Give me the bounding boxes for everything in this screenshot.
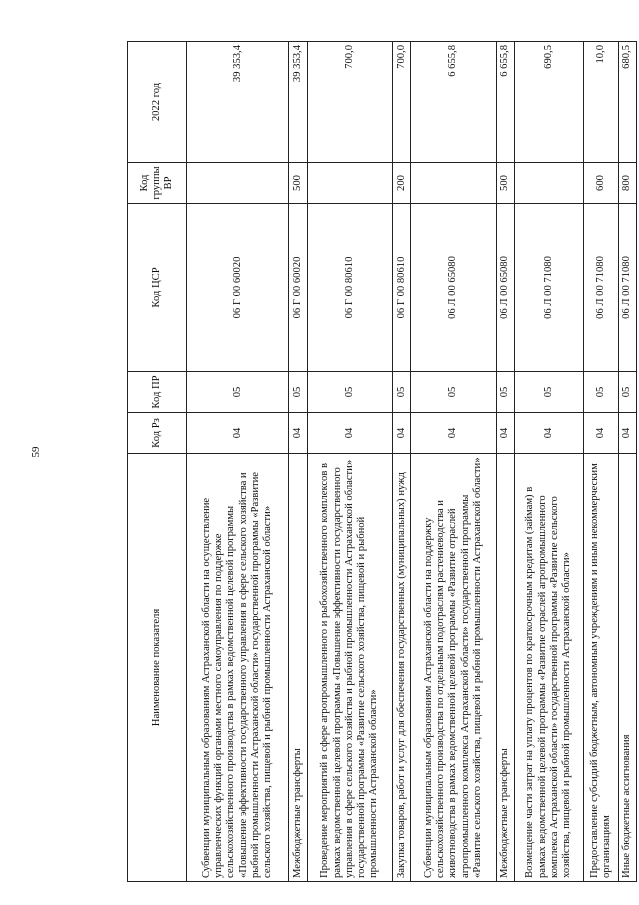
row-name: Иные бюджетные ассигнования	[618, 454, 636, 882]
row-pr: 05	[187, 372, 289, 413]
row-rz: 04	[393, 413, 411, 454]
row-pr: 05	[289, 372, 307, 413]
row-amount: 39 353,4	[187, 42, 289, 163]
row-csr: 06 Л 00 71080	[583, 204, 618, 372]
table-row	[515, 42, 584, 882]
row-rz: 04	[289, 413, 307, 454]
row-amount: 680,5	[618, 42, 636, 163]
row-pr: 05	[515, 372, 584, 413]
header-vr: Код группы ВР	[128, 163, 187, 204]
row-name: Межбюджетные трансферты	[496, 454, 514, 882]
row-csr: 06 Л 00 71080	[515, 204, 584, 372]
row-amount: 6 655,8	[411, 42, 497, 163]
row-rz: 04	[618, 413, 636, 454]
row-amount: 10,0	[583, 42, 618, 163]
row-vr: 600	[583, 163, 618, 204]
header-pr: Код ПР	[128, 372, 187, 413]
row-rz: 04	[187, 413, 289, 454]
row-vr	[411, 163, 497, 204]
row-name: Закупка товаров, работ и услуг для обеспечения государственных (муниципальных) нужд	[393, 454, 411, 882]
row-csr: 06 Г 00 60020	[289, 204, 307, 372]
table-row	[496, 42, 514, 882]
row-vr	[187, 163, 289, 204]
row-csr: 06 Л 00 65080	[411, 204, 497, 372]
row-rz: 04	[496, 413, 514, 454]
row-name: Субвенции муниципальным образованиям Астраханской области на поддержку сельскохозяйственного производства по отдельным подотраслям растениеводства и животноводства в рамках ведомственной целевой программы «Развитие отраслей агропромышленного комплекса Астраханской области» государственной программы «Развитие сельского хозяйства, пищевой и рыбной промышленности Астраханской области»	[411, 454, 497, 882]
row-vr: 500	[496, 163, 514, 204]
row-rz: 04	[411, 413, 497, 454]
row-pr: 05	[583, 372, 618, 413]
table-header-row	[128, 42, 187, 882]
row-name: Субвенции муниципальным образованиям Астраханской области на осуществление управленческих функций органами местного самоуправления по поддержке сельскохозяйственного производства в рамках ведомственной целевой программы «Повышение эффективности государственного управления в сфере сельского хозяйства и рыбной промышленности Астраханской области» государственной программы «Развитие сельского хозяйства, пищевой и рыбной промышленности Астраханской области»	[187, 454, 289, 882]
row-vr: 200	[393, 163, 411, 204]
row-pr: 05	[496, 372, 514, 413]
row-name: Возмещение части затрат на уплату процентов по краткосрочным кредитам (займам) в рамках ведомственной целевой программы «Развитие отраслей агропромышленного комплекса Астраханской области» государственной программы «Развитие сельского хозяйства, пищевой и рыбной промышленности Астраханской области»	[515, 454, 584, 882]
page-number: 59	[30, 446, 42, 458]
row-name: Проведение мероприятий в сфере агропромышленного и рыбохозяйственного комплексов в рамках ведомственной целевой программы «Повышение эффективности государственного управления в сфере сельского хозяйства и рыбной промышленности Астраханской области» государственной программы «Развитие сельского хозяйства, пищевой и рыбной промышленности Астраханской области»	[307, 454, 393, 882]
row-pr: 05	[618, 372, 636, 413]
table-row	[618, 42, 636, 882]
row-rz: 04	[515, 413, 584, 454]
row-vr: 800	[618, 163, 636, 204]
row-amount: 700,0	[393, 42, 411, 163]
table-row	[583, 42, 618, 882]
rotated-table-container	[127, 42, 637, 882]
row-vr: 500	[289, 163, 307, 204]
header-rz: Код Рз	[128, 413, 187, 454]
row-vr	[307, 163, 393, 204]
row-rz: 04	[307, 413, 393, 454]
row-amount: 6 655,8	[496, 42, 514, 163]
table-row	[289, 42, 307, 882]
row-name: Межбюджетные трансферты	[289, 454, 307, 882]
row-csr: 06 Г 00 80610	[393, 204, 411, 372]
row-csr: 06 Г 00 60020	[187, 204, 289, 372]
row-rz: 04	[583, 413, 618, 454]
table-row	[393, 42, 411, 882]
row-csr: 06 Л 00 71080	[618, 204, 636, 372]
table-row	[307, 42, 393, 882]
header-year: 2022 год	[128, 42, 187, 163]
header-csr: Код ЦСР	[128, 204, 187, 372]
row-csr: 06 Г 00 80610	[307, 204, 393, 372]
row-vr	[515, 163, 584, 204]
row-amount: 39 353,4	[289, 42, 307, 163]
row-pr: 05	[307, 372, 393, 413]
row-pr: 05	[411, 372, 497, 413]
header-name: Наименование показателя	[128, 454, 187, 882]
budget-table	[127, 41, 637, 882]
row-name: Предоставление субсидий бюджетным, автономным учреждениям и иным некоммерческим организациям	[583, 454, 618, 882]
row-pr: 05	[393, 372, 411, 413]
row-amount: 700,0	[307, 42, 393, 163]
table-row	[411, 42, 497, 882]
row-csr: 06 Л 00 65080	[496, 204, 514, 372]
row-amount: 690,5	[515, 42, 584, 163]
table-row	[187, 42, 289, 882]
